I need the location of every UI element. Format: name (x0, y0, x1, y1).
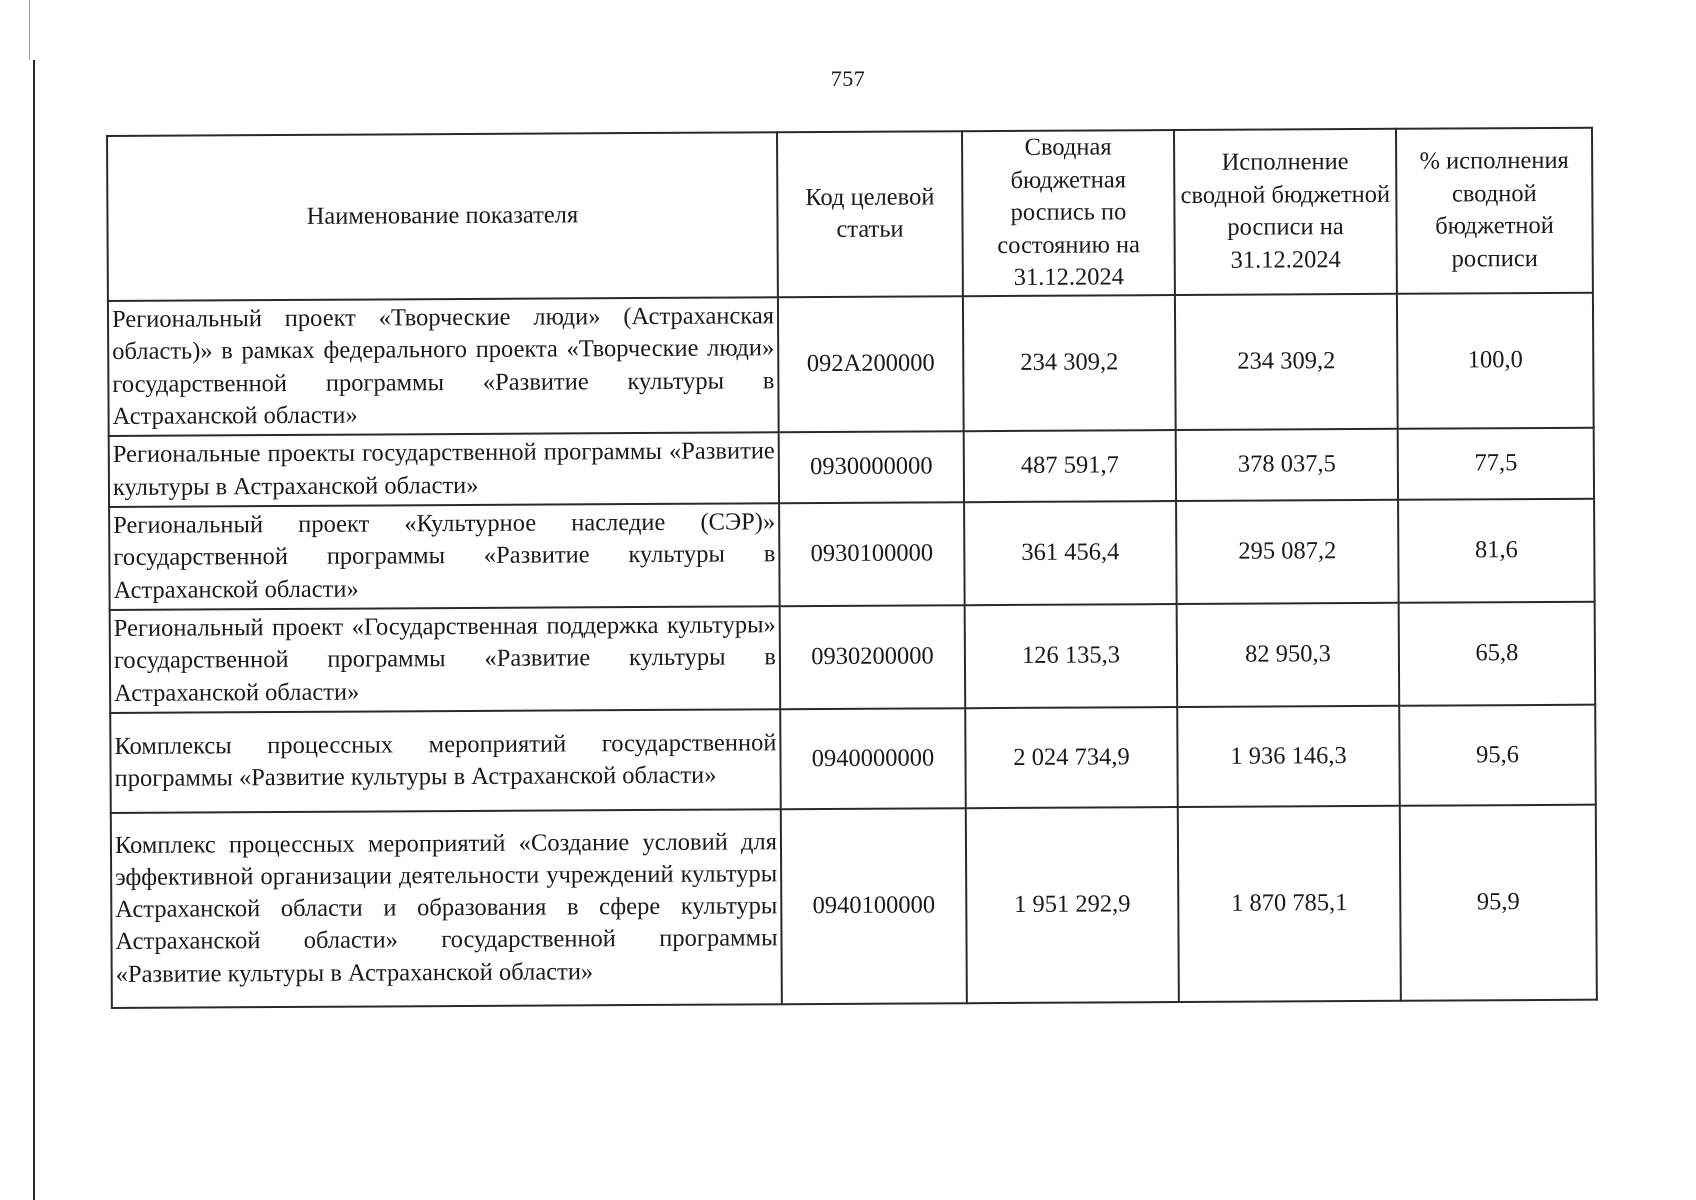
budget-plan-value: 2 024 734,9 (965, 707, 1178, 808)
table-row (110, 705, 1596, 813)
table-row (110, 602, 1596, 713)
target-code: 0940000000 (780, 708, 966, 809)
scan-edge (33, 60, 35, 1200)
budget-plan-value: 1 951 292,9 (966, 807, 1179, 1003)
header-budget-execution: Исполнение сводной бюджетной росписи на 31.12.2024 (1174, 129, 1397, 295)
table-header-row (107, 128, 1593, 301)
target-code: 0930100000 (779, 502, 965, 606)
indicator-name: Региональный проект «Творческие люди» (Астраханская область)» в рамках федерального проекта «Творческие люди» государственной программы «Развитие культуры в Астраханской области» (108, 297, 779, 436)
execution-percent-value: 81,6 (1398, 499, 1595, 603)
indicator-name: Комплексы процессных мероприятий государственной программы «Развитие культуры в Астраханской области» (110, 709, 781, 813)
budget-plan-value: 234 309,2 (963, 295, 1176, 431)
budget-execution-value: 82 950,3 (1177, 603, 1400, 707)
header-target-code: Код целевой статьи (777, 131, 963, 297)
execution-percent-value: 77,5 (1398, 428, 1594, 500)
table-row (109, 499, 1595, 610)
header-execution-percent: % исполнения сводной бюджетной росписи (1396, 128, 1593, 294)
page-number: 757 (830, 66, 866, 91)
execution-percent-value: 100,0 (1397, 293, 1594, 429)
table-row (108, 293, 1594, 437)
indicator-name: Комплекс процессных мероприятий «Создание условий для эффективной организации деятельности учреждений культуры Астраханской области и образования в сфере культуры Астраханской области» государственной программы «Развитие культуры в Астраханской области» (111, 809, 782, 1008)
target-code: 0940100000 (781, 808, 967, 1004)
target-code: 092А200000 (778, 296, 964, 432)
budget-plan-value: 126 135,3 (965, 604, 1178, 708)
indicator-name: Региональный проект «Культурное наследие (СЭР)» государственной программы «Развитие культуры в Астраханской области» (109, 503, 780, 610)
target-code: 0930200000 (780, 605, 966, 709)
budget-execution-value: 295 087,2 (1176, 500, 1399, 604)
budget-execution-value: 378 037,5 (1176, 429, 1398, 501)
budget-plan-value: 361 456,4 (964, 501, 1177, 605)
execution-percent-value: 65,8 (1399, 602, 1596, 706)
execution-percent-value: 95,6 (1399, 705, 1596, 806)
table-row (111, 805, 1597, 1008)
table-row (109, 428, 1594, 507)
budget-execution-value: 1 936 146,3 (1177, 706, 1400, 807)
budget-execution-value: 234 309,2 (1175, 294, 1398, 431)
header-indicator-name: Наименование показателя (107, 132, 778, 301)
budget-execution-value: 1 870 785,1 (1178, 806, 1401, 1002)
header-budget-plan: Сводная бюджетная роспись по состоянию на 31.12.2024 (962, 130, 1175, 296)
indicator-name: Региональные проекты государственной программы «Развитие культуры в Астраханской области» (109, 432, 779, 506)
target-code: 0930000000 (779, 431, 964, 503)
scan-edge-top (29, 0, 30, 60)
execution-percent-value: 95,9 (1400, 805, 1597, 1001)
budget-execution-table (106, 127, 1598, 1009)
budget-plan-value: 487 591,7 (964, 430, 1176, 502)
indicator-name: Региональный проект «Государственная поддержка культуры» государственной программы «Развитие культуры в Астраханской области» (110, 606, 781, 713)
